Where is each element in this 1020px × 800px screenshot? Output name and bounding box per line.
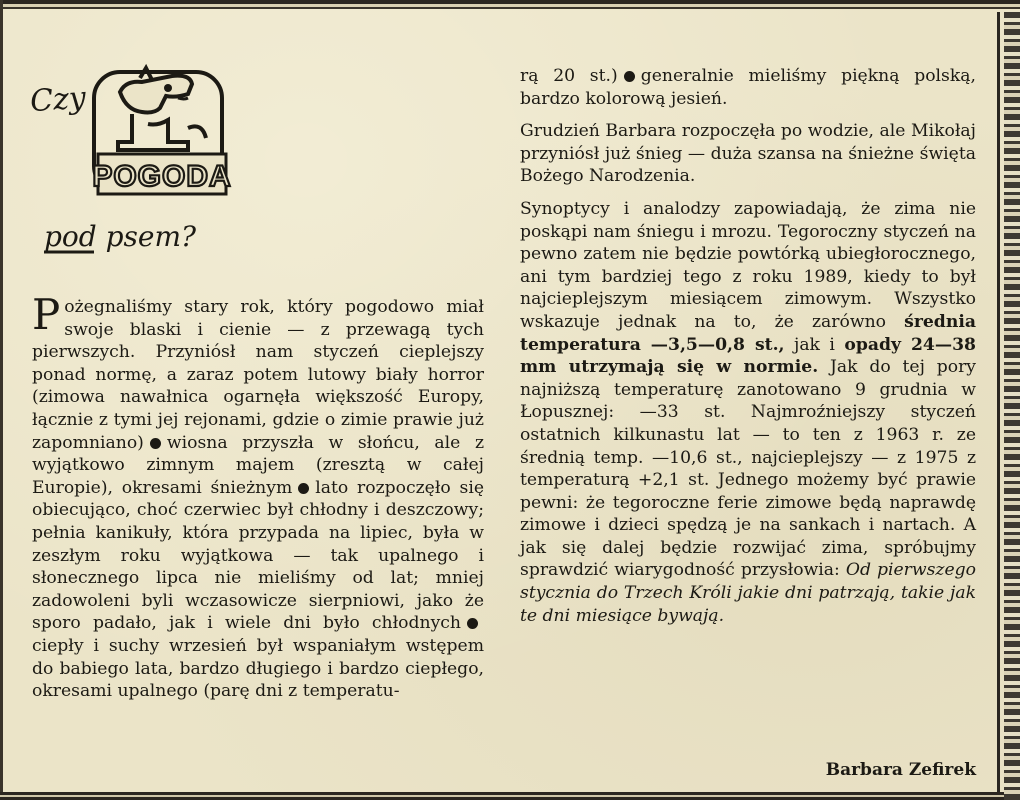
scan-top-edge [0,0,1020,16]
bottom-rule [0,792,1004,800]
bullet-dot-icon [298,483,309,494]
right-column-rule [997,12,1000,800]
logo-word-pod-psem: pod psem? [44,220,197,253]
proverb-quote: Od pierwszego stycznia do Trzech Króli jakie dni patrzają, takie jak te dni miesiące bywają. [520,560,976,626]
column-logo-dog-illustration [28,58,258,258]
right-text-part: rą 20 st.) [520,66,618,86]
dog-body-icon [118,114,188,150]
left-text-part: lato rozpoczęło się obiecująco, choć czerwiec był chłodny i deszczowy; pełnia kanikuły, która przypada na lipiec, była w zeszłym roku wyjątkowa — tak upalnego i słonecznego lipca nie mieliśmy od lat; mniej zadowoleni byli wczasowicze sierpniowi, jako że sporo padało, jak i wiele dni było chłodnych [32,477,484,634]
bold-precipitation-forecast: opady 24—38 mm utrzymają się w normie. [520,334,976,378]
bullet-dot-icon [624,71,635,82]
logo-word-czy: Czy [28,80,88,120]
right-text-part: Synoptycy i analodzy zapowiadają, że zima nie poskąpi nam śniegu i mrozu. Tegoroczny styczeń na pewno zatem nie będzie powtórką ubiegłorocznego, ani tym bardziej tego z roku 1989, kiedy to był najcieplejszym miesiącem zimowym. Wszystko wskazuje jednak na to, że zarówno [520,198,976,332]
dog-head-icon [120,76,192,113]
author-signature: Barbara Zefirek [825,760,976,780]
scan-left-edge [0,0,6,800]
left-text-part: wiosna przyszła w słońcu, ale z wyjątkowo zimnym majem (zresztą w całej Europie), okresami śnieżnym [32,432,484,498]
right-text-part: generalnie mieliśmy piękną polską, bardzo kolorową jesień. [520,66,976,109]
decorative-right-border [1004,12,1020,800]
right-text-part: Jak do tej pory najniższą temperaturę zanotowano 9 grudnia w Łopusznej: —33 st. Najmroźniejszy styczeń ostatnich kilkunastu lat — to ten z 1963 r. ze średnią temp. —10,6 st., najcieplejszy — z 1975 z temperaturą +2,1 st. Jednego możemy być prawie pewni: że tegoroczne ferie zimowe będą naprawdę zimowe i dzieci spędzą je na sankach i nartach. A jak się dalej będzie rozwijać zima, spróbujmy sprawdzić wiarygodność przysłowia: [520,357,977,581]
bullet-dot-icon [150,438,161,449]
article-right-column [520,65,976,637]
left-text-part: ciepły i suchy wrzesień był wspaniałym wstępem do babiego lata, bardzo długiego i bardzo ciepłego, okresami upalnego (parę dni z temperatu- [32,635,484,702]
bold-temperature-forecast: średnia temperatura —3,5—0,8 st., [520,311,976,355]
left-text-part: ożegnaliśmy stary rok, który pogodowo miał swoje blaski i cienie — z przewagą tych pierwszych. Przyniósł nam styczeń cieplejszy ponad normę, a zaraz potem lutowy biały horror (zimowa nawałnica ogarnęła większość Europy, łącznie z tymi jej rejonami, gdzie o zimie prawie już zapomniano) [32,297,484,453]
article-left-column [32,290,484,713]
logo-word-pogoda: POGODA [92,160,232,193]
right-paragraph-3 [520,198,976,627]
right-paragraph-2: Grudzień Barbara rozpoczęła po wodzie, ale Mikołaj przyniósł już śnieg — duża szansa na śnieżne święta Bożego Narodzenia. [520,121,976,187]
right-paragraph-1 [520,65,976,110]
bullet-dot-icon [467,618,478,629]
left-paragraph [32,290,484,703]
right-text-part: jak i [793,334,835,355]
drop-cap: P [32,290,61,339]
